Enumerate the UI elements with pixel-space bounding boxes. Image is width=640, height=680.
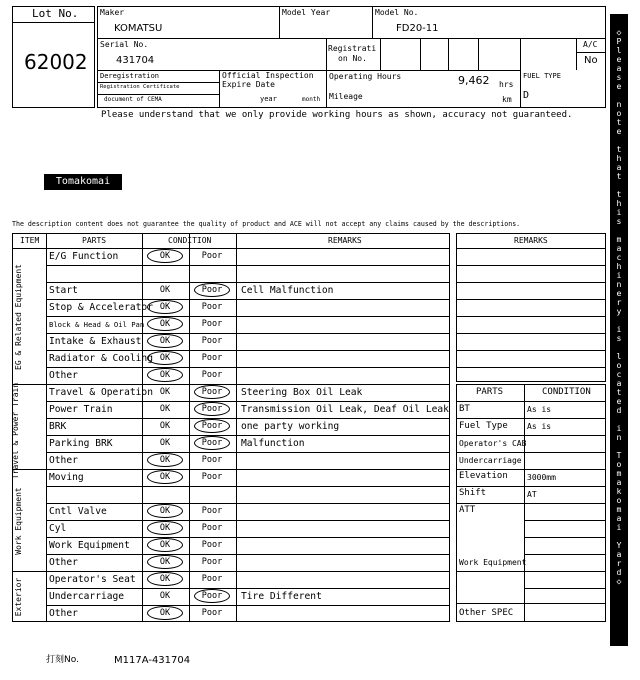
col-remarks-header: REMARKS <box>328 236 362 245</box>
table-row <box>46 265 450 282</box>
col-item-header: ITEM <box>20 236 40 245</box>
part-name: Other <box>49 454 78 466</box>
rp-fuel-value: As is <box>527 422 552 431</box>
side-notice-char: e <box>616 81 622 91</box>
side-notice-char: d <box>616 405 622 415</box>
yard-badge: Tomakomai Yard <box>44 174 122 190</box>
condition-poor: Poor <box>201 523 223 533</box>
side-notice-char: h <box>616 153 622 163</box>
side-notice-char: y <box>616 306 622 316</box>
side-notice-char: ◇ <box>616 576 622 586</box>
mileage-label: Mileage <box>329 92 363 101</box>
side-notice-char: s <box>616 72 622 82</box>
side-notice-char: r <box>616 558 622 568</box>
group-work: Work Equipment <box>14 487 23 555</box>
side-notice-char: T <box>616 450 622 460</box>
side-notice-char: r <box>616 297 622 307</box>
condition-poor: Poor <box>201 319 223 329</box>
side-notice-char: m <box>616 234 622 244</box>
part-name: Power Train <box>49 403 113 415</box>
rp-condition-header: CONDITION <box>542 387 591 397</box>
condition-poor: Poor <box>201 370 223 380</box>
table-row <box>46 554 450 571</box>
rp-under-label: Undercarriage <box>459 456 522 465</box>
table-row <box>46 520 450 537</box>
condition-ok: OK <box>159 455 171 465</box>
side-notice-char: a <box>616 549 622 559</box>
side-notice-char: h <box>616 261 622 271</box>
side-notice-char: a <box>616 513 622 523</box>
group-travel: Travel & Power Train <box>11 382 20 480</box>
side-notice-char: i <box>616 270 622 280</box>
side-notice-char: n <box>616 432 622 442</box>
condition-poor: Poor <box>201 455 223 465</box>
selected-condition-ring <box>194 589 230 603</box>
part-name: Travel & Operation <box>49 386 153 398</box>
side-notice-char: e <box>616 54 622 64</box>
selected-condition-ring <box>147 368 183 382</box>
side-notice-char: l <box>616 351 622 361</box>
selected-condition-ring <box>194 283 230 297</box>
condition-poor: Poor <box>201 608 223 618</box>
part-name: Block & Head & Oil Pan <box>49 319 145 329</box>
model-no-label: Model No. <box>375 8 419 17</box>
condition-ok: OK <box>159 421 171 431</box>
condition-ok: OK <box>159 302 171 312</box>
model-no-value: FD20-11 <box>396 23 439 34</box>
side-notice-char: o <box>616 495 622 505</box>
table-row <box>46 486 450 503</box>
table-row <box>46 299 450 316</box>
condition-ok: OK <box>159 336 171 346</box>
side-notice-char: Y <box>616 540 622 550</box>
condition-poor: Poor <box>201 404 223 414</box>
side-notice-char: a <box>616 162 622 172</box>
selected-condition-ring <box>147 521 183 535</box>
maker-label: Maker <box>100 8 125 17</box>
side-notice-char: n <box>616 279 622 289</box>
part-name: Stop & Accelerator <box>49 301 153 313</box>
group-eg: EG & Related Equipment <box>14 264 23 370</box>
selected-condition-ring <box>147 555 183 569</box>
part-name: Other <box>49 556 78 568</box>
cema-label: document of CEMA <box>104 96 162 103</box>
disclaimer: The description content does not guarantee the quality of product and ACE will not accept any claims caused by the descriptions. <box>12 220 521 228</box>
table-row <box>46 282 450 299</box>
condition-poor: Poor <box>201 285 223 295</box>
side-notice-char: t <box>616 117 622 127</box>
table-row <box>46 435 450 452</box>
table-row <box>46 384 450 401</box>
table-row <box>46 588 450 605</box>
registration-label-2: on No. <box>338 54 367 63</box>
condition-poor: Poor <box>201 387 223 397</box>
part-name: Parking BRK <box>49 437 113 449</box>
selected-condition-ring <box>147 572 183 586</box>
serial-label: Serial No. <box>100 40 149 49</box>
part-name: Other <box>49 607 78 619</box>
side-notice-char: t <box>616 189 622 199</box>
right-remarks-header: REMARKS <box>514 236 548 245</box>
condition-ok: OK <box>159 319 171 329</box>
rp-shift-label: Shift <box>459 488 487 498</box>
rp-att-label: ATT <box>459 505 476 515</box>
remark-text: Cell Malfunction <box>241 284 334 296</box>
condition-poor: Poor <box>201 472 223 482</box>
selected-condition-ring <box>147 334 183 348</box>
side-notice-char: o <box>616 459 622 469</box>
condition-ok: OK <box>159 251 171 261</box>
side-notice-char: i <box>616 207 622 217</box>
condition-poor: Poor <box>201 336 223 346</box>
side-notice-char: a <box>616 243 622 253</box>
part-name: Radiator & Cooling <box>49 352 153 364</box>
table-row <box>46 316 450 333</box>
selected-condition-ring <box>147 351 183 365</box>
selected-condition-ring <box>147 317 183 331</box>
part-name: E/G Function <box>49 250 119 262</box>
side-notice-char: o <box>616 108 622 118</box>
side-notice-char: m <box>616 504 622 514</box>
rp-bt-label: BT <box>459 404 470 414</box>
serial-value: 431704 <box>116 55 155 66</box>
side-notice-char: i <box>616 324 622 334</box>
side-notice-char: e <box>616 396 622 406</box>
side-notice-bar <box>610 14 628 646</box>
part-name: Start <box>49 284 78 296</box>
side-notice-char: a <box>616 477 622 487</box>
condition-ok: OK <box>159 472 171 482</box>
ac-label: A/C <box>583 40 598 49</box>
group-exterior: Exterior <box>14 577 23 617</box>
selected-condition-ring <box>194 385 230 399</box>
selected-condition-ring <box>147 453 183 467</box>
selected-condition-ring <box>147 504 183 518</box>
stamp-label: 打刻No. <box>46 655 79 665</box>
ac-value: No <box>584 55 598 66</box>
side-notice-char: k <box>616 486 622 496</box>
side-notice-char: l <box>616 45 622 55</box>
condition-ok: OK <box>159 557 171 567</box>
side-notice-char: t <box>616 171 622 181</box>
stamp-value: M117A-431704 <box>114 655 191 666</box>
side-notice-char: i <box>616 522 622 532</box>
table-row <box>46 248 450 265</box>
selected-condition-ring <box>194 436 230 450</box>
side-notice-char: e <box>616 288 622 298</box>
side-notice-char: t <box>616 387 622 397</box>
condition-poor: Poor <box>201 574 223 584</box>
condition-ok: OK <box>159 285 171 295</box>
month-label: month <box>302 96 321 103</box>
side-notice-char: m <box>616 468 622 478</box>
condition-poor: Poor <box>201 302 223 312</box>
table-row <box>46 350 450 367</box>
registration-label: Registrati <box>328 44 377 53</box>
remark-text: Malfunction <box>241 437 305 449</box>
part-name: Operator's Seat <box>49 573 136 585</box>
condition-ok: OK <box>159 540 171 550</box>
deregistration-label: Deregistration <box>100 72 160 80</box>
condition-poor: Poor <box>201 591 223 601</box>
year-label: year <box>260 95 277 103</box>
table-row <box>46 571 450 588</box>
km-unit: km <box>502 95 512 104</box>
condition-ok: OK <box>159 591 171 601</box>
part-name: Moving <box>49 471 84 483</box>
condition-poor: Poor <box>201 438 223 448</box>
selected-condition-ring <box>194 402 230 416</box>
side-notice-char: a <box>616 378 622 388</box>
side-notice-char: d <box>616 567 622 577</box>
condition-ok: OK <box>159 404 171 414</box>
side-notice-char: s <box>616 333 622 343</box>
condition-poor: Poor <box>201 353 223 363</box>
right-remarks-box <box>456 233 606 382</box>
part-name: Other <box>49 369 78 381</box>
side-notice-char: P <box>616 36 622 46</box>
fuel-type-label: FUEL TYPE <box>523 72 561 80</box>
remark-text: Steering Box Oil Leak <box>241 386 363 398</box>
condition-ok: OK <box>159 438 171 448</box>
selected-condition-ring <box>194 419 230 433</box>
condition-poor: Poor <box>201 506 223 516</box>
table-row <box>46 537 450 554</box>
side-notice-char: n <box>616 99 622 109</box>
selected-condition-ring <box>147 300 183 314</box>
side-notice-char: s <box>616 216 622 226</box>
table-row <box>46 605 450 622</box>
fuel-type-value: D <box>523 90 530 101</box>
condition-ok: OK <box>159 353 171 363</box>
col-parts-header: PARTS <box>82 236 107 245</box>
table-row <box>46 367 450 384</box>
inspection-label-2: Expire Date <box>222 80 275 89</box>
selected-condition-ring <box>147 538 183 552</box>
condition-ok: OK <box>159 387 171 397</box>
condition-poor: Poor <box>201 557 223 567</box>
rp-other-label: Other SPEC <box>459 608 514 618</box>
part-name: Intake & Exhaust <box>49 335 142 347</box>
lot-number: 62002 <box>24 50 88 74</box>
operating-hours-value: 9,462 <box>458 74 490 87</box>
side-notice-char: t <box>616 144 622 154</box>
part-name: Work Equipment <box>49 539 130 551</box>
inspection-label: Official Inspection <box>222 71 314 80</box>
side-notice-char: o <box>616 360 622 370</box>
model-year-label: Model Year <box>282 8 331 17</box>
rp-parts-header: PARTS <box>476 387 504 397</box>
accuracy-notice: Please understand that we only provide working hours as shown, accuracy not guaranteed. <box>101 110 573 120</box>
rp-elev-value: 3000mm <box>527 473 556 482</box>
rp-fuel-label: Fuel Type <box>459 421 508 431</box>
rp-cab-label: Operator's CAB <box>459 439 527 448</box>
condition-poor: Poor <box>201 251 223 261</box>
remark-text: one party working <box>241 420 340 432</box>
hrs-unit: hrs <box>499 80 514 89</box>
rp-work-label: Work Equipment <box>459 558 527 567</box>
side-notice-char: h <box>616 198 622 208</box>
condition-poor: Poor <box>201 421 223 431</box>
side-notice-char: c <box>616 252 622 262</box>
condition-ok: OK <box>159 506 171 516</box>
rp-bt-value: As is <box>527 405 552 414</box>
side-notice-char: i <box>616 423 622 433</box>
side-notice-char: e <box>616 126 622 136</box>
rp-shift-value: AT <box>527 490 537 499</box>
selected-condition-ring <box>147 606 183 620</box>
table-row <box>46 452 450 469</box>
condition-ok: OK <box>159 523 171 533</box>
table-row <box>46 469 450 486</box>
part-name: Cyl <box>49 522 67 534</box>
maker-value: KOMATSU <box>114 23 163 34</box>
remark-text: Transmission Oil Leak, Deaf Oil Leak <box>241 403 449 415</box>
condition-ok: OK <box>159 608 171 618</box>
rp-elev-label: Elevation <box>459 471 508 481</box>
selected-condition-ring <box>147 249 183 263</box>
condition-poor: Poor <box>201 540 223 550</box>
lot-label: Lot No. <box>32 7 79 20</box>
part-name: Undercarriage <box>49 590 125 602</box>
selected-condition-ring <box>147 470 183 484</box>
table-row <box>46 401 450 418</box>
table-row <box>46 503 450 520</box>
condition-ok: OK <box>159 370 171 380</box>
col-condition-header: CONDITION <box>168 236 212 245</box>
operating-hours-label: Operating Hours <box>329 72 402 81</box>
side-notice-char: a <box>616 63 622 73</box>
reg-cert-label: Registration Certificate <box>100 84 180 90</box>
side-notice-char: c <box>616 369 622 379</box>
table-row <box>46 418 450 435</box>
condition-ok: OK <box>159 574 171 584</box>
part-name: Cntl Valve <box>49 505 107 517</box>
table-row <box>46 333 450 350</box>
side-notice-char: ◇ <box>616 27 622 37</box>
part-name: BRK <box>49 420 67 432</box>
remark-text: Tire Different <box>241 590 322 602</box>
